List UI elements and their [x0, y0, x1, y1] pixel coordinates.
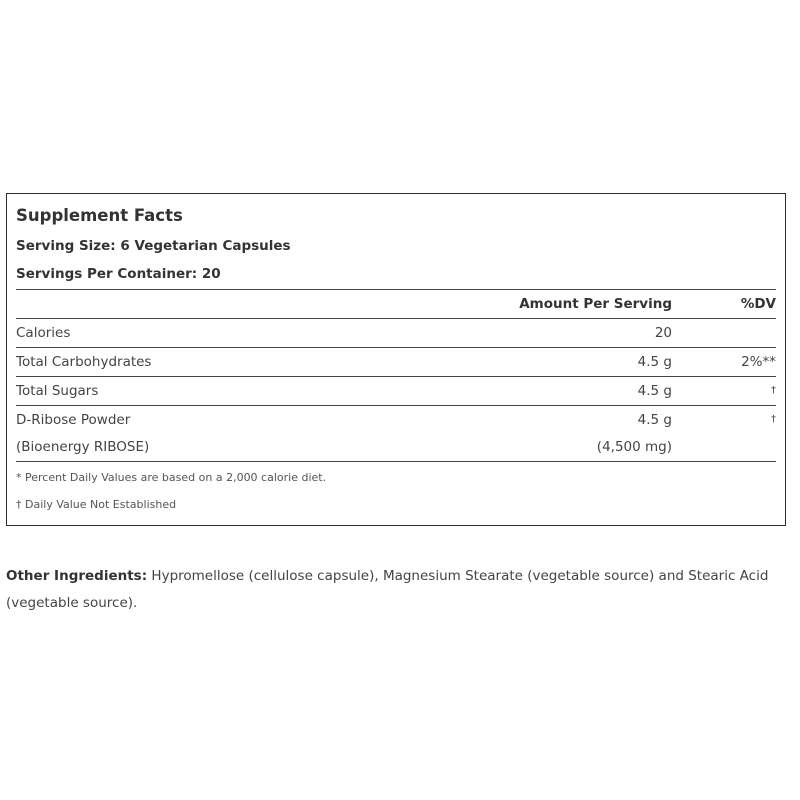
percent-dv-footnote: * Percent Daily Values are based on a 2,000 calorie diet.: [16, 471, 327, 484]
nutrient-amount: 4.5 g: [637, 354, 672, 370]
table-row: [16, 412, 776, 432]
divider: [16, 318, 776, 319]
divider: [16, 376, 776, 377]
nutrient-amount: 4.5 g: [637, 412, 672, 428]
other-ingredients-text: Hypromellose (cellulose capsule), Magnesium Stearate (vegetable source) and Stearic Acid (vegetable source).: [6, 568, 769, 611]
table-row: [16, 354, 776, 374]
divider: [16, 289, 776, 290]
servings-per-container: Servings Per Container: 20: [16, 266, 221, 282]
table-row: [16, 325, 776, 345]
nutrient-name: (Bioenergy RIBOSE): [16, 439, 150, 455]
supplement-facts-content: [16, 194, 776, 525]
dagger-footnote: [16, 498, 176, 511]
amount-header: Amount Per Serving: [519, 296, 672, 312]
nutrient-amount: 20: [654, 325, 672, 341]
facts-title: Supplement Facts: [16, 206, 183, 225]
other-ingredients-label: Other Ingredients:: [6, 568, 148, 584]
divider: [16, 461, 776, 462]
table-header-row: [16, 296, 776, 316]
table-row: [16, 439, 776, 459]
dagger-footnote-text: Daily Value Not Established: [25, 498, 177, 511]
nutrient-amount: 4.5 g: [637, 383, 672, 399]
other-ingredients: [6, 563, 794, 617]
divider: [16, 405, 776, 406]
nutrient-name: Calories: [16, 325, 71, 341]
nutrient-amount: (4,500 mg): [596, 439, 672, 455]
nutrient-name: Total Sugars: [16, 383, 99, 399]
dagger-mark: †: [16, 498, 22, 511]
table-row: [16, 383, 776, 403]
supplement-facts-panel: [6, 193, 786, 526]
nutrient-dv: †: [771, 414, 776, 425]
nutrient-name: Total Carbohydrates: [16, 354, 152, 370]
divider: [16, 347, 776, 348]
dv-header: %DV: [740, 296, 776, 312]
serving-size: Serving Size: 6 Vegetarian Capsules: [16, 238, 291, 254]
nutrient-dv: †: [771, 385, 776, 396]
nutrient-name: D-Ribose Powder: [16, 412, 131, 428]
nutrient-dv: 2%**: [741, 354, 776, 370]
